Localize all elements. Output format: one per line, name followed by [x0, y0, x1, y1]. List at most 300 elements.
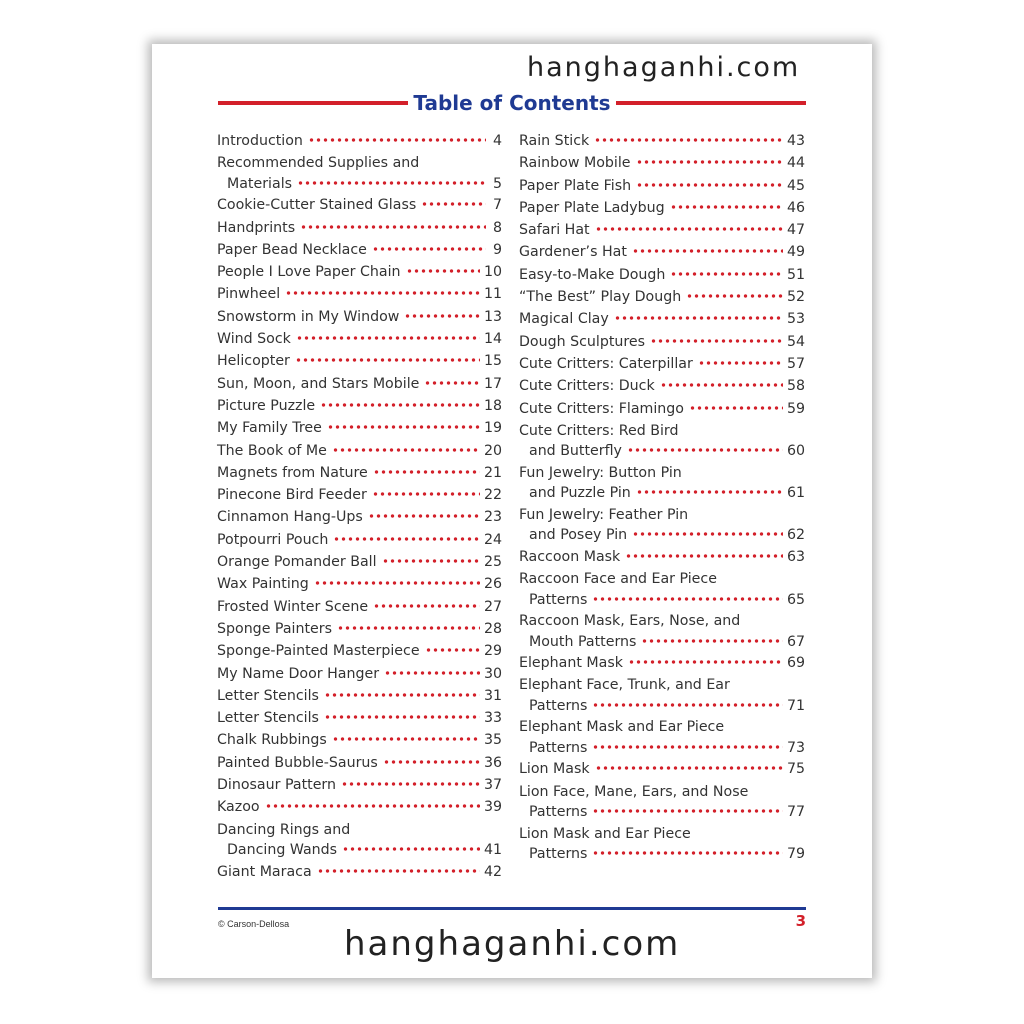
toc-entry-title: and Puzzle Pin: [529, 485, 631, 502]
dot-leader: [373, 468, 480, 476]
toc-entry-title: Giant Maraca: [217, 863, 312, 880]
toc-entry-line: [217, 485, 502, 506]
dot-leader: [372, 245, 486, 253]
toc-entry-title: Wind Sock: [217, 331, 291, 348]
toc-entry-title: Cute Critters: Red Bird: [519, 422, 679, 439]
toc-entry: [519, 354, 805, 376]
toc-entry-line: [217, 218, 502, 239]
toc-page-number: 53: [786, 311, 805, 328]
toc-entry-line: [217, 374, 502, 395]
toc-entry-title: Easy-to-Make Dough: [519, 266, 666, 283]
toc-entry-title: Sun, Moon, and Stars Mobile: [217, 375, 420, 392]
dot-leader: [625, 552, 783, 560]
toc-entry: [217, 418, 502, 440]
toc-page-number: 29: [483, 643, 502, 660]
toc-page-number: 61: [786, 485, 805, 502]
dot-leader: [614, 314, 783, 322]
toc-entry-line: [519, 759, 805, 780]
toc-entry-title: Cinnamon Hang-Ups: [217, 509, 363, 526]
toc-entry: [217, 619, 502, 641]
toc-entry-line: [217, 840, 502, 861]
toc-entry-line: [519, 632, 805, 653]
toc-page-number: 45: [786, 177, 805, 194]
dot-leader: [424, 379, 480, 387]
dot-leader: [592, 701, 783, 709]
toc-entry-line: [217, 574, 502, 595]
toc-entry: [519, 675, 805, 717]
toc-entry: [519, 421, 805, 463]
dot-leader: [406, 267, 480, 275]
toc-page-number: 24: [483, 531, 502, 548]
toc-entry-title: Sponge-Painted Masterpiece: [217, 643, 420, 660]
toc-entry: [217, 240, 502, 262]
toc-page-number: 28: [483, 620, 502, 637]
toc-entry: [217, 753, 502, 775]
toc-entry: [519, 505, 805, 547]
toc-entry-title: Elephant Face, Trunk, and Ear: [519, 677, 730, 694]
dot-leader: [296, 334, 480, 342]
toc-page-number: 79: [786, 846, 805, 863]
toc-page-number: 9: [492, 241, 502, 258]
toc-entry-title: Picture Puzzle: [217, 397, 316, 414]
dot-leader: [636, 488, 783, 496]
toc-page-number: 20: [483, 442, 502, 459]
toc-entry-title: Cookie-Cutter Stained Glass: [217, 197, 417, 214]
toc-entry-title: Elephant Mask: [519, 655, 623, 672]
dot-leader: [698, 359, 783, 367]
toc-page-number: 57: [786, 355, 805, 372]
toc-entry-title: Patterns: [529, 846, 588, 863]
toc-entry-line: [217, 329, 502, 350]
dot-leader: [337, 624, 480, 632]
toc-entry-title: Raccoon Mask, Ears, Nose, and: [519, 613, 741, 630]
toc-entry-title: Pinecone Bird Feeder: [217, 487, 367, 504]
toc-entry-title: Cute Critters: Duck: [519, 378, 655, 395]
toc-entry: [519, 265, 805, 287]
toc-entry-title: Snowstorm in My Window: [217, 308, 400, 325]
dot-leader: [373, 602, 480, 610]
toc-entry-title: Magical Clay: [519, 311, 609, 328]
dot-leader: [594, 136, 783, 144]
toc-page-number: 71: [786, 697, 805, 714]
toc-entry-line: [519, 717, 805, 738]
toc-entry-line: [217, 396, 502, 417]
toc-entry-line: [519, 782, 805, 803]
toc-entry: [217, 664, 502, 686]
toc-entry-title: and Butterfly: [529, 443, 622, 460]
toc-entry-line: [519, 653, 805, 674]
dot-leader: [641, 637, 783, 645]
toc-entry-line: [217, 619, 502, 640]
dot-leader: [421, 200, 486, 208]
dot-leader: [627, 446, 783, 454]
toc-entry-title: Rainbow Mobile: [519, 155, 631, 172]
toc-entry: [217, 153, 502, 195]
toc-page-number: 63: [786, 548, 805, 565]
toc-entry-title: Handprints: [217, 219, 296, 236]
toc-page-number: 26: [483, 576, 502, 593]
title-rule-right: [616, 101, 806, 105]
toc-page-number: 36: [483, 754, 502, 771]
toc-entry-line: [519, 376, 805, 397]
toc-entry-line: [519, 738, 805, 759]
dot-leader: [636, 158, 783, 166]
toc-entry: [519, 220, 805, 242]
toc-entry-line: [519, 505, 805, 526]
toc-entry-title: Paper Plate Fish: [519, 177, 632, 194]
toc-entry-line: [519, 675, 805, 696]
dot-leader: [297, 179, 486, 187]
toc-page-number: 46: [786, 199, 805, 216]
dot-leader: [368, 512, 480, 520]
toc-entry-line: [519, 421, 805, 442]
toc-entry-line: [519, 287, 805, 308]
dot-leader: [404, 312, 480, 320]
toc-entry-title: People I Love Paper Chain: [217, 264, 401, 281]
toc-entry-title: Cute Critters: Caterpillar: [519, 355, 693, 372]
toc-entry-line: [519, 354, 805, 375]
toc-entry-title: Recommended Supplies and: [217, 155, 420, 172]
toc-entry-title: Patterns: [529, 804, 588, 821]
dot-leader: [327, 423, 480, 431]
toc-entry-line: [217, 552, 502, 573]
toc-entry-title: Lion Mask: [519, 761, 590, 778]
toc-page-number: 4: [492, 133, 502, 149]
toc-entry-title: Kazoo: [217, 799, 260, 816]
toc-entry-line: [519, 802, 805, 823]
dot-leader: [592, 807, 783, 815]
toc-page-number: 54: [786, 333, 805, 350]
toc-page-number: 30: [483, 665, 502, 682]
toc-entry: [519, 399, 805, 421]
toc-entry-line: [217, 262, 502, 283]
toc-entry-line: [519, 696, 805, 717]
toc-entry-line: [217, 753, 502, 774]
toc-entry: [217, 641, 502, 663]
toc-entry: [519, 198, 805, 220]
toc-entry-line: [217, 195, 502, 216]
toc-entry-title: Helicopter: [217, 353, 290, 370]
dot-leader: [686, 292, 783, 300]
toc-entry-line: [217, 307, 502, 328]
toc-entry: [519, 131, 805, 153]
toc-entry-line: [519, 220, 805, 241]
toc-entry-line: [217, 862, 502, 883]
toc-entry: [519, 287, 805, 309]
toc-entry: [519, 176, 805, 198]
dot-leader: [324, 713, 480, 721]
toc-entry-line: [217, 730, 502, 751]
toc-entry: [519, 653, 805, 675]
toc-page-number: 31: [483, 687, 502, 704]
toc-entry-title: Introduction: [217, 133, 303, 149]
toc-entry-title: Chalk Rubbings: [217, 732, 327, 749]
dot-leader: [592, 743, 783, 751]
toc-page-number: 18: [483, 397, 502, 414]
toc-entry-line: [217, 686, 502, 707]
dot-leader: [636, 181, 783, 189]
toc-entry: [217, 351, 502, 373]
toc-entry: [217, 374, 502, 396]
toc-page-number: 23: [483, 509, 502, 526]
toc-entry-line: [519, 176, 805, 197]
toc-entry-line: [519, 399, 805, 420]
dot-leader: [660, 381, 783, 389]
toc-entry-title: Dough Sculptures: [519, 333, 646, 350]
toc-column-right: [519, 131, 805, 866]
toc-entry: [217, 797, 502, 819]
toc-page-number: 75: [786, 761, 805, 778]
toc-entry: [519, 547, 805, 569]
toc-entry-title: Painted Bubble-Saurus: [217, 754, 378, 771]
toc-page-number: 49: [786, 244, 805, 261]
toc-entry-title: Raccoon Face and Ear Piece: [519, 571, 717, 588]
toc-entry: [217, 441, 502, 463]
toc-entry-title: Lion Face, Mane, Ears, and Nose: [519, 783, 749, 800]
toc-entry-title: Pinwheel: [217, 286, 281, 303]
toc-entry: [519, 463, 805, 505]
toc-page-number: 60: [786, 443, 805, 460]
dot-leader: [333, 535, 480, 543]
toc-entry-title: Patterns: [529, 739, 588, 756]
toc-entry: [519, 717, 805, 759]
toc-page-number: 13: [483, 308, 502, 325]
toc-entry-title: Raccoon Mask: [519, 548, 621, 565]
toc-entry: [519, 782, 805, 824]
toc-entry-line: [217, 820, 502, 841]
dot-leader: [320, 401, 480, 409]
toc-entry-title: Wax Painting: [217, 576, 309, 593]
toc-entry: [217, 307, 502, 329]
toc-entry-title: Potpourri Pouch: [217, 531, 329, 548]
toc-entry-title: Patterns: [529, 697, 588, 714]
toc-page-number: 19: [483, 420, 502, 437]
toc-entry-title: Patterns: [529, 591, 588, 608]
dot-leader: [341, 780, 480, 788]
toc-entry: [519, 153, 805, 175]
toc-entry-line: [519, 441, 805, 462]
toc-page-number: 59: [786, 400, 805, 417]
toc-page-number: 14: [483, 331, 502, 348]
toc-entry: [217, 597, 502, 619]
toc-page-number: 21: [483, 464, 502, 481]
toc-page-number: 52: [786, 289, 805, 306]
toc-page-number: 7: [492, 197, 502, 214]
watermark-bottom: hanghaganhi.com: [344, 924, 681, 964]
toc-entry-line: [519, 547, 805, 568]
toc-entry-title: Dancing Wands: [227, 842, 338, 859]
dot-leader: [425, 646, 480, 654]
toc-entry-line: [217, 641, 502, 662]
toc-page-number: 51: [786, 266, 805, 283]
toc-entry-line: [519, 309, 805, 330]
toc-entry: [217, 530, 502, 552]
toc-entry: [217, 485, 502, 507]
dot-leader: [383, 758, 480, 766]
toc-entry-line: [217, 240, 502, 261]
title-header: [218, 90, 806, 116]
toc-entry-line: [217, 797, 502, 818]
toc-entry-line: [217, 463, 502, 484]
toc-entry-line: [519, 198, 805, 219]
dot-leader: [332, 446, 480, 454]
toc-entry-line: [217, 351, 502, 372]
dot-leader: [300, 223, 486, 231]
toc-entry-title: Paper Bead Necklace: [217, 241, 367, 258]
toc-entry-line: [519, 590, 805, 611]
toc-page-number: 37: [483, 777, 502, 794]
toc-entry-line: [217, 597, 502, 618]
toc-page-number: 35: [483, 732, 502, 749]
dot-leader: [342, 845, 480, 853]
toc-entry: [217, 195, 502, 217]
toc-page-number: 11: [483, 286, 502, 303]
toc-page-number: 22: [483, 487, 502, 504]
toc-entry-title: The Book of Me: [217, 442, 327, 459]
toc-entry: [217, 131, 502, 153]
toc-entry-line: [519, 483, 805, 504]
toc-entry-title: Letter Stencils: [217, 687, 319, 704]
toc-entry: [217, 862, 502, 884]
dot-leader: [632, 530, 783, 538]
toc-entry-title: Dancing Rings and: [217, 821, 351, 838]
toc-entry-title: Lion Mask and Ear Piece: [519, 825, 691, 842]
dot-leader: [308, 136, 486, 144]
copyright-text: © Carson-Dellosa: [218, 919, 290, 929]
dot-leader: [592, 595, 783, 603]
toc-page-number: 42: [483, 863, 502, 880]
toc-entry: [217, 218, 502, 240]
toc-entry-line: [519, 131, 805, 152]
toc-entry-line: [519, 611, 805, 632]
toc-entry: [519, 569, 805, 611]
dot-leader: [372, 490, 480, 498]
toc-entry-line: [217, 174, 502, 195]
toc-entry: [217, 329, 502, 351]
toc-entry-line: [519, 569, 805, 590]
dot-leader: [265, 802, 480, 810]
toc-entry-title: Mouth Patterns: [529, 633, 637, 650]
dot-leader: [670, 203, 783, 211]
toc-entry: [519, 611, 805, 653]
toc-page-number: 27: [483, 598, 502, 615]
toc-entry-title: Elephant Mask and Ear Piece: [519, 719, 725, 736]
toc-page-number: 5: [492, 175, 502, 192]
toc-entry-title: Safari Hat: [519, 222, 590, 239]
toc-page-number: 44: [786, 155, 805, 172]
toc-entry-title: Materials: [227, 175, 293, 192]
toc-entry-line: [519, 824, 805, 845]
toc-entry-title: Paper Plate Ladybug: [519, 199, 665, 216]
toc-entry: [519, 376, 805, 398]
toc-entry-line: [217, 775, 502, 796]
toc-entry: [519, 309, 805, 331]
toc-entry-line: [519, 463, 805, 484]
toc-entry-title: Orange Pomander Ball: [217, 554, 377, 571]
toc-page-number: 62: [786, 527, 805, 544]
toc-entry: [217, 463, 502, 485]
toc-entry: [217, 507, 502, 529]
toc-entry-title: Magnets from Nature: [217, 464, 368, 481]
toc-entry: [217, 284, 502, 306]
toc-page-number: 8: [492, 219, 502, 236]
toc-page-number: 39: [483, 799, 502, 816]
toc-entry-line: [217, 418, 502, 439]
toc-page-number: 69: [786, 655, 805, 672]
toc-entry-title: Letter Stencils: [217, 710, 319, 727]
toc-entry-line: [519, 844, 805, 865]
toc-entry: [217, 262, 502, 284]
toc-entry-title: Dinosaur Pattern: [217, 777, 336, 794]
toc-entry-line: [519, 525, 805, 546]
toc-entry-title: My Family Tree: [217, 420, 322, 437]
toc-page-number: 15: [483, 353, 502, 370]
toc-page-number: 17: [483, 375, 502, 392]
dot-leader: [324, 691, 480, 699]
dot-leader: [595, 225, 783, 233]
toc-entry-title: Fun Jewelry: Button Pin: [519, 464, 682, 481]
dot-leader: [314, 579, 480, 587]
footer-rule: [218, 907, 806, 910]
toc-entry: [217, 574, 502, 596]
toc-entry-title: Frosted Winter Scene: [217, 598, 369, 615]
toc-entry-line: [217, 284, 502, 305]
page-number: 3: [795, 912, 806, 930]
toc-page-number: 65: [786, 591, 805, 608]
toc-page-number: 25: [483, 554, 502, 571]
toc-entry-line: [217, 507, 502, 528]
dot-leader: [317, 867, 480, 875]
toc-entry-line: [217, 153, 502, 174]
toc-entry-line: [217, 708, 502, 729]
toc-page-number: 33: [483, 710, 502, 727]
toc-page-number: 10: [483, 264, 502, 281]
toc-page-number: 43: [786, 133, 805, 149]
toc-entry-line: [217, 441, 502, 462]
toc-entry: [217, 820, 502, 862]
toc-page-number: 77: [786, 804, 805, 821]
toc-entry-line: [519, 265, 805, 286]
toc-entry-title: Fun Jewelry: Feather Pin: [519, 506, 689, 523]
watermark-top: hanghaganhi.com: [527, 52, 801, 83]
dot-leader: [689, 404, 783, 412]
toc-page-number: 73: [786, 739, 805, 756]
toc-entry: [519, 824, 805, 866]
toc-entry: [519, 242, 805, 264]
toc-entry-line: [217, 664, 502, 685]
toc-entry: [217, 686, 502, 708]
page-title: Table of Contents: [413, 91, 611, 115]
toc-page-number: 58: [786, 378, 805, 395]
dot-leader: [382, 557, 480, 565]
toc-page-number: 47: [786, 222, 805, 239]
dot-leader: [670, 270, 783, 278]
toc-entry: [519, 332, 805, 354]
toc-entry-line: [217, 530, 502, 551]
toc-entry-title: “The Best” Play Dough: [519, 289, 682, 306]
toc-entry-title: Rain Stick: [519, 133, 590, 149]
dot-leader: [628, 658, 783, 666]
toc-page-number: 41: [483, 842, 502, 859]
toc-entry-title: and Posey Pin: [529, 527, 628, 544]
toc-entry-line: [519, 242, 805, 263]
toc-entry: [217, 396, 502, 418]
toc-entry-title: My Name Door Hanger: [217, 665, 380, 682]
dot-leader: [650, 337, 783, 345]
toc-entry: [217, 730, 502, 752]
toc-entry-line: [217, 131, 502, 152]
toc-entry-line: [519, 332, 805, 353]
